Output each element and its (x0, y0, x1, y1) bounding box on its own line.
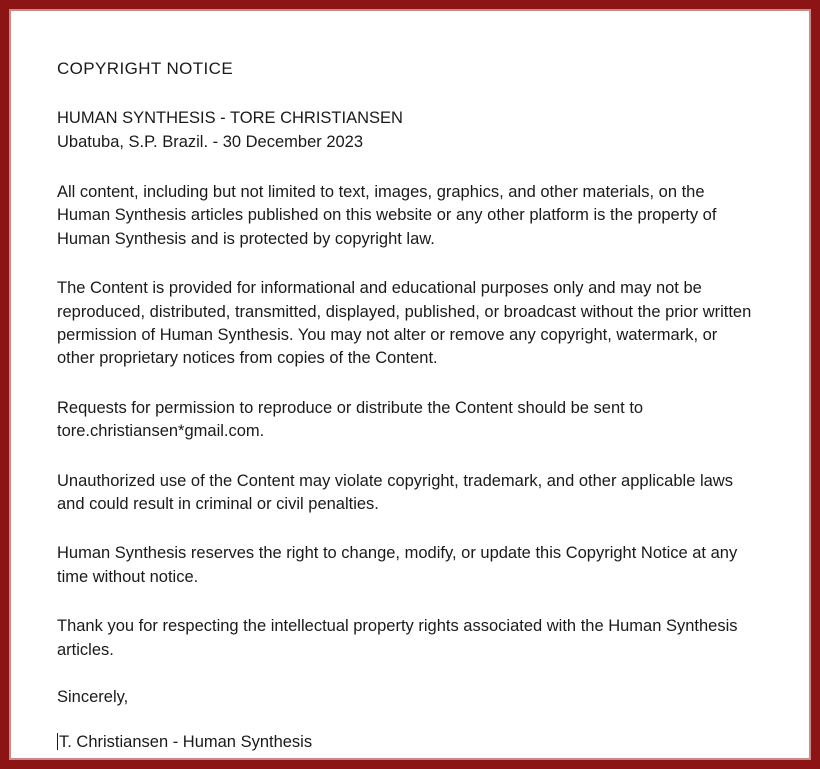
paragraph-5: Human Synthesis reserves the right to change, modify, or update this Copyright Notice at any time without notice. (57, 544, 738, 586)
place-date-line: Ubatuba, S.P. Brazil. - 30 December 2023 (57, 132, 364, 151)
paragraph-4: Unauthorized use of the Content may violate copyright, trademark, and other applicable laws and could result in criminal or civil penalties. (57, 471, 733, 514)
page-title: COPYRIGHT NOTICE (57, 59, 234, 78)
author-name-line: HUMAN SYNTHESIS - TORE CHRISTIANSEN (57, 109, 403, 127)
paragraph-1: All content, including but not limited to text, images, graphics, and other materials, on the Human Synthesis articles published on this website or any other platform is the property of Human Synthesis and is protected by copyright law. (57, 182, 717, 248)
text-cursor (57, 733, 58, 750)
signature-text: T. Christiansen - Human Synthesis (59, 733, 313, 752)
paragraph-2: The Content is provided for informational and educational purposes only and may not be reproduced, distributed, transmitted, displayed, published, or broadcast without the prior written permission of Human Synthesis. You may not alter or remove any copyright, watermark, or other proprietary notices from copies of the Content. (57, 279, 752, 368)
paragraph-6: Thank you for respecting the intellectual property rights associated with the Human Synthesis articles. (57, 617, 738, 659)
document-page (9, 9, 811, 760)
author-block (57, 107, 757, 155)
paragraph-3: Requests for permission to reproduce or distribute the Content should be sent to tore.christiansen*gmail.com. (57, 398, 644, 441)
closing-line: Sincerely, (57, 688, 129, 707)
signature-line (57, 733, 312, 752)
